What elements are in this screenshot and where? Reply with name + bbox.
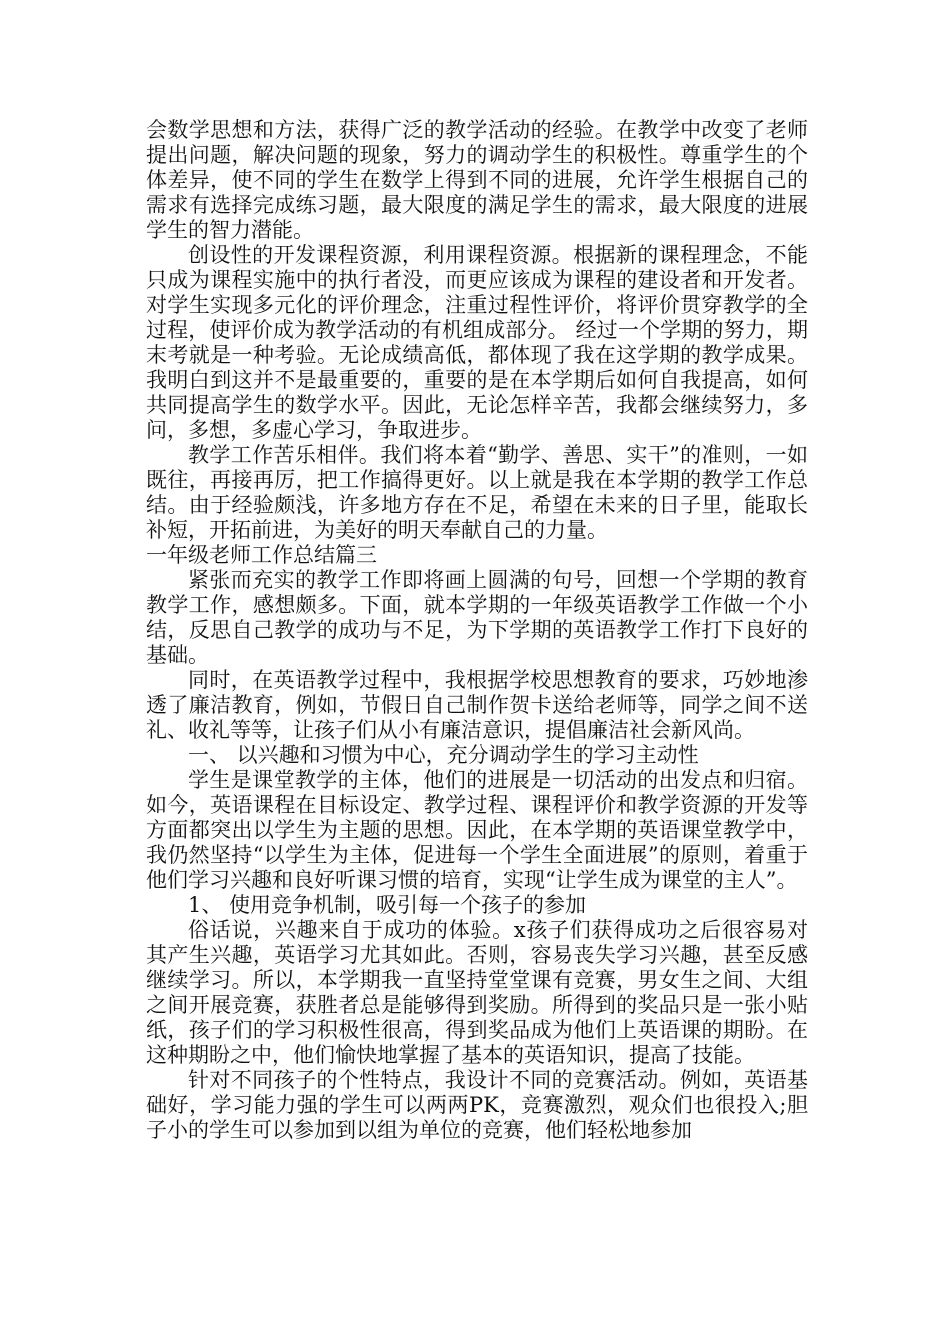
- paragraph-1: 会数学思想和方法，获得广泛的教学活动的经验。在教学中改变了老师提出问题，解决问题的现象，努力的调动学生的积极性。尊重学生的个体差异，使不同的学生在数学上得到不同的进展，允许学生根据自己的需求有选择完成练习题，最大限度的满足学生的需求，最大限度的进展学生的智力潜能。: [146, 118, 808, 242]
- paragraph-2: 创设性的开发课程资源，利用课程资源。根据新的课程理念，不能只成为课程实施中的执行者没，而更应该成为课程的建设者和开发者。对学生实现多元化的评价理念，注重过程性评价，将评价贯穿教学的全过程，使评价成为教学活动的有机组成部分。 经过一个学期的努力，期末考就是一种考验。无论成绩高低，都体现了我在这学期的教学成果。我明白到这并不是最重要的，重要的是在本学期后如何自我提高，如何共同提高学生的数学水平。因此，无论怎样辛苦，我都会继续努力，多问，多想，多虚心学习，争取进步。: [146, 243, 808, 442]
- paragraph-4: 紧张而充实的教学工作即将画上圆满的句号，回想一个学期的教育教学工作，感想颇多。下面，就本学期的一年级英语教学工作做一个小结，反思自己教学的成功与不足，为下学期的英语教学工作打下良好的基础。: [146, 568, 808, 667]
- subheading-2: 1、 使用竞争机制，吸引每一个孩子的参加: [188, 893, 587, 917]
- paragraph-8: 针对不同孩子的个性特点，我设计不同的竞赛活动。例如，英语基础好，学习能力强的学生可以两两PK，竞赛激烈，观众们也很投入;胆子小的学生可以参加到以组为单位的竞赛，他们轻松地参加: [146, 1068, 808, 1142]
- subheading-1: 一、 以兴趣和习惯为中心，充分调动学生的学习主动性: [188, 743, 699, 767]
- paragraph-6: 学生是课堂教学的主体，他们的进展是一切活动的出发点和归宿。如今，英语课程在目标设定、教学过程、课程评价和教学资源的开发等方面都突出以学生为主题的思想。因此，在本学期的英语课堂教学中，我仍然坚持“以学生为主体，促进每一个学生全面进展”的原则，着重于他们学习兴趣和良好听课习惯的培育，实现“让学生成为课堂的主人”。: [146, 768, 808, 892]
- paragraph-5: 同时，在英语教学过程中，我根据学校思想教育的要求，巧妙地渗透了廉洁教育，例如，节假日自己制作贺卡送给老师等，同学之间不送礼、收礼等等，让孩子们从小有廉洁意识，提倡廉洁社会新风尚。: [146, 668, 808, 742]
- section-heading: 一年级老师工作总结篇三: [146, 543, 377, 567]
- paragraph-7: 俗话说，兴趣来自于成功的体验。x孩子们获得成功之后很容易对其产生兴趣，英语学习尤其如此。否则，容易丧失学习兴趣，甚至反感继续学习。所以，本学期我一直坚持堂堂课有竞赛，男女生之间、大组之间开展竞赛，获胜者总是能够得到奖励。所得到的奖品只是一张小贴纸，孩子们的学习积极性很高，得到奖品成为他们上英语课的期盼。在这种期盼之中，他们愉快地掌握了基本的英语知识，提高了技能。: [146, 918, 808, 1067]
- document-page: [146, 118, 808, 1143]
- paragraph-3: 教学工作苦乐相伴。我们将本着“勤学、善思、实干”的准则，一如既往，再接再厉，把工作搞得更好。以上就是我在本学期的教学工作总结。由于经验颇浅，许多地方存在不足，希望在未来的日子里，能取长补短，开拓前进，为美好的明天奉献自己的力量。: [146, 443, 808, 542]
